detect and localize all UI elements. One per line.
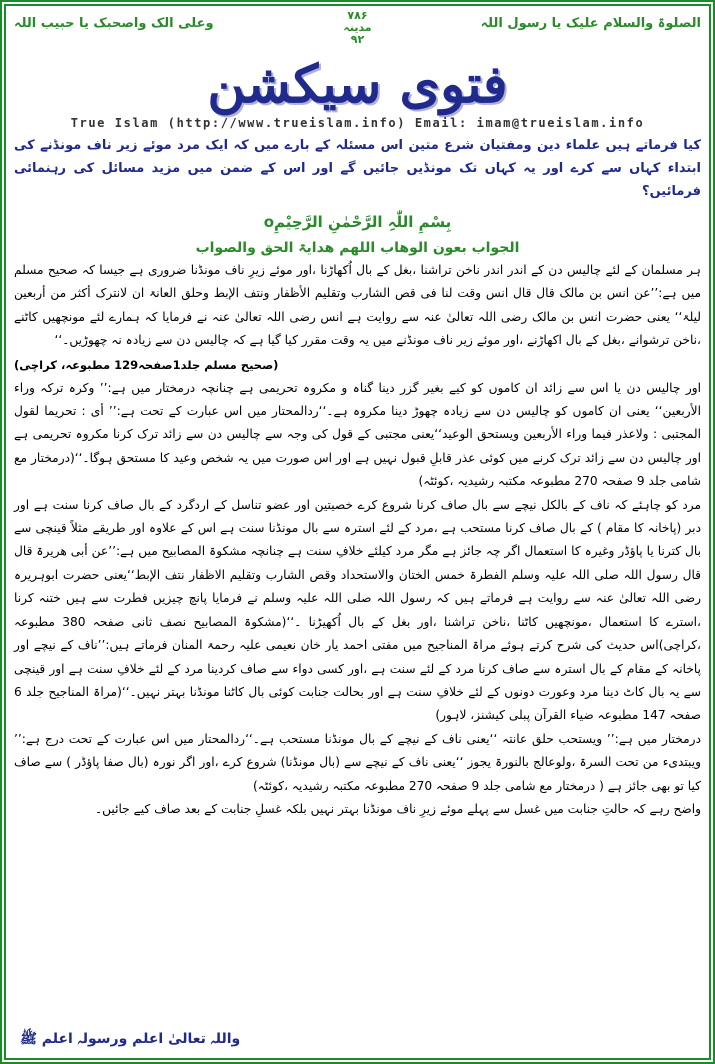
bismillah: بِسْمِ اللّٰہِ الرَّحْمٰنِ الرَّحِیْمِo [263,213,452,231]
answer-paragraph-3: مرد کو چاہئے کہ ناف کے بالکل نیچے سے بال صاف کرنا شروع کرے خصیتین اور عضو تناسل کے اردگرد کے بال صاف کرنا سنت ہے اور دبر (پاخانہ کا مقام ) کے بال صاف کرنا مستحب ہے ،مرد کے لئے استرہ سے بال مونڈنا سنت ہے اس کے علاوہ اور طریقے مثلاً قینچی سے بال کترنا یا پاؤڈر وغیرہ کا استعمال اگر چہ جائز ہے مگر مرد کیلئے خلافِ سنت ہے چنانچہ مشکوۃ المصابیح میں ہے:’’عن أبی ھریرۃ قال قال رسول اللہ صلی اللہ علیہ وسلم الفطرۃ خمس الختان والاستحداد وقص الشارب وتقلیم الاظفار نتف الإبط‘‘یعنی حضرت ابوہریرہ رضی اللہ تعالیٰ عنہ سے روایت ہے فرماتے ہیں کہ رسول اللہ صلی اللہ علیہ وسلم نے فرمایا پانچ چیزیں فطرت سے ہیں ختنہ کرنا ،استرے کا استعمال ،مونچھیں کاٹنا ،ناخن تراشنا ،اور بغل کے بال اُکھیڑنا ۔‘‘(مشکوۃ المصابیح نصف ثانی صفحہ 380 مطبوعہ ،کراچی)اس حدیث کی شرح کرتے ہوئے مراۃ المناجیح میں مفتی احمد یار خان نعیمی علیہ رحمۃ المنان فرماتے ہیں:’’ناف کے نیچے اور پاخانہ کے مقام کے بال استرہ سے صاف کرنا مرد کے لئے سنت ہے ،اور کسی دواء سے صاف کردینا مرد کے لئے خلافِ سنت ہے اور قینچی سے یہ بال کاٹ دینا مرد وعورت دونوں کے لئے خلافِ سنت ہے اور بحالت جنابت کوئی بال کاٹنا مونڈنا بہتر نہیں۔‘‘(مراۃ المناجیح جلد 6 صفحہ 147 مطبوعہ ضیاء القرآن پبلی کیشنز، لاہور) [14,497,701,723]
header-bar [14,10,701,50]
hijri-line-3: ۹۲ [350,33,365,46]
answer-paragraph-2: اور چالیس دن یا اس سے زائد ان کاموں کو کیے بغیر گزر دینا گناہ و مکروہ تحریمی ہے چنانچہ درمختار میں ہے:’’ وکرہ ترکہ وراء الأربعین‘‘ یعنی ان کاموں کو چالیس دن سے زیادہ چھوڑ دینا مکروہ ہے۔‘‘ردالمحتار میں اس عبارت کے تحت ہے:’’ أی : تحریما لقول المجتبی : ولاعذر فیما وراء الأربعین ویستحق الوعید‘‘یعنی مجتبی کے قول کی وجہ سے چالیس دن سے زائد ترک کرنا مکروہ تحریمی ہے اور چالیس دن سے زائد ترک کرنے میں کوئی عذر قابلِ قبول نہیں ہے اور اس صورت میں یہ شخص وعید کا مستحق ہوگا۔‘‘(درمختار مع شامی جلد 9 صفحہ 270 مطبوعہ مکتبہ رشیدیہ ،کوئٹہ) [14,380,701,489]
fatwa-content [14,134,701,821]
hijri-line-2: مدینہ [343,21,372,34]
hijri-badge [343,10,371,46]
contact-line: True Islam (http://www.trueislam.info) Email: imam@trueislam.info [70,116,645,130]
salutation-right: الصلوۃ والسلام علیک یا رسول اللہ [480,16,701,31]
answer-paragraph-1: ہر مسلمان کے لئے چالیس دن کے اندر اندر ناخن تراشنا ،بغل کے بال اُکھاڑنا ،اور موئے زیرِ ناف مونڈنا ضروری ہے جیسا کہ صحیح مسلم میں ہے:’’عن انس بن مالک قال قال انس وقت لنا فی قص الشارب وتقلیم الأظفار ونتف الإبط وحلق العانۃ ان لانترک أکثر من أربعین لیلۃ‘‘ یعنی حضرت انس بن مالک رضی اللہ تعالیٰ عنہ سے روایت ہے انس رضی اللہ تعالیٰ عنہ نے فرمایا کہ ہمارے لئے مونچھیں کاٹنے ،ناخن ترشوانے ،بغل کے بال اکھاڑنے ،اور موئے زیر ناف مونڈنے میں یہ وقت مقرر کیا گیا ہے کہ چالیس دن سے زیادہ نہ چھوڑیں۔‘‘ [14,263,701,348]
hijri-line-1: ۷۸۶ [347,9,368,22]
answer-paragraph-5: واضح رہے کہ حالتِ جنابت میں غسل سے پہلے موئے زیرِ ناف مونڈنا بہتر نہیں بلکہ غسلِ جنابت کے بعد صاف کیے جائیں۔ [94,801,701,816]
closing-line: واللہ تعالیٰ اعلم ورسولہ اعلم ﷺ [20,1031,241,1047]
salutation-left: وعلی الک واصحبک یا حبیب اللہ [14,16,214,31]
reference-1: (صحیح مسلم جلد1صفحہ129 مطبوعہ، کراچی) [14,357,279,372]
question-text: کیا فرماتے ہیں علماء دین ومفتیان شرع متین اس مسئلہ کے بارے میں کہ ایک مرد موئے زیر ناف مونڈنے کی ابتداء کہاں سے کرے اور یہ کہاں تک مونڈیں جائیں گے اور اس کے ضمن میں مزید مسائل کی رہنمائی فرمائیں؟ [14,138,701,199]
answer-heading: الجواب بعون الوھاب اللھم ھدایۃ الحق والصواب [195,240,520,256]
page-title: فتوی سیکشن [207,54,508,115]
answer-paragraph-4: درمختار میں ہے:’’ ویستحب حلق عانتہ ‘‘یعنی ناف کے نیچے کے بال مونڈنا مستحب ہے۔‘‘ردالمحتار میں اس عبارت کے تحت درج ہے:’’ ویبتدیء من تحت السرۃ ،ولوعالج بالنورۃ یجوز ‘‘یعنی ناف کے نیچے سے (بال مونڈنا) شروع کرے ،اور اگر نورہ (بال صفا پاؤڈر ) سے صاف کیا تو بھی جائز ہے ( درمختار مع شامی جلد 9 صفحہ 270 مطبوعہ مکتبہ رشیدیہ ،کوئٹہ) [14,731,701,793]
